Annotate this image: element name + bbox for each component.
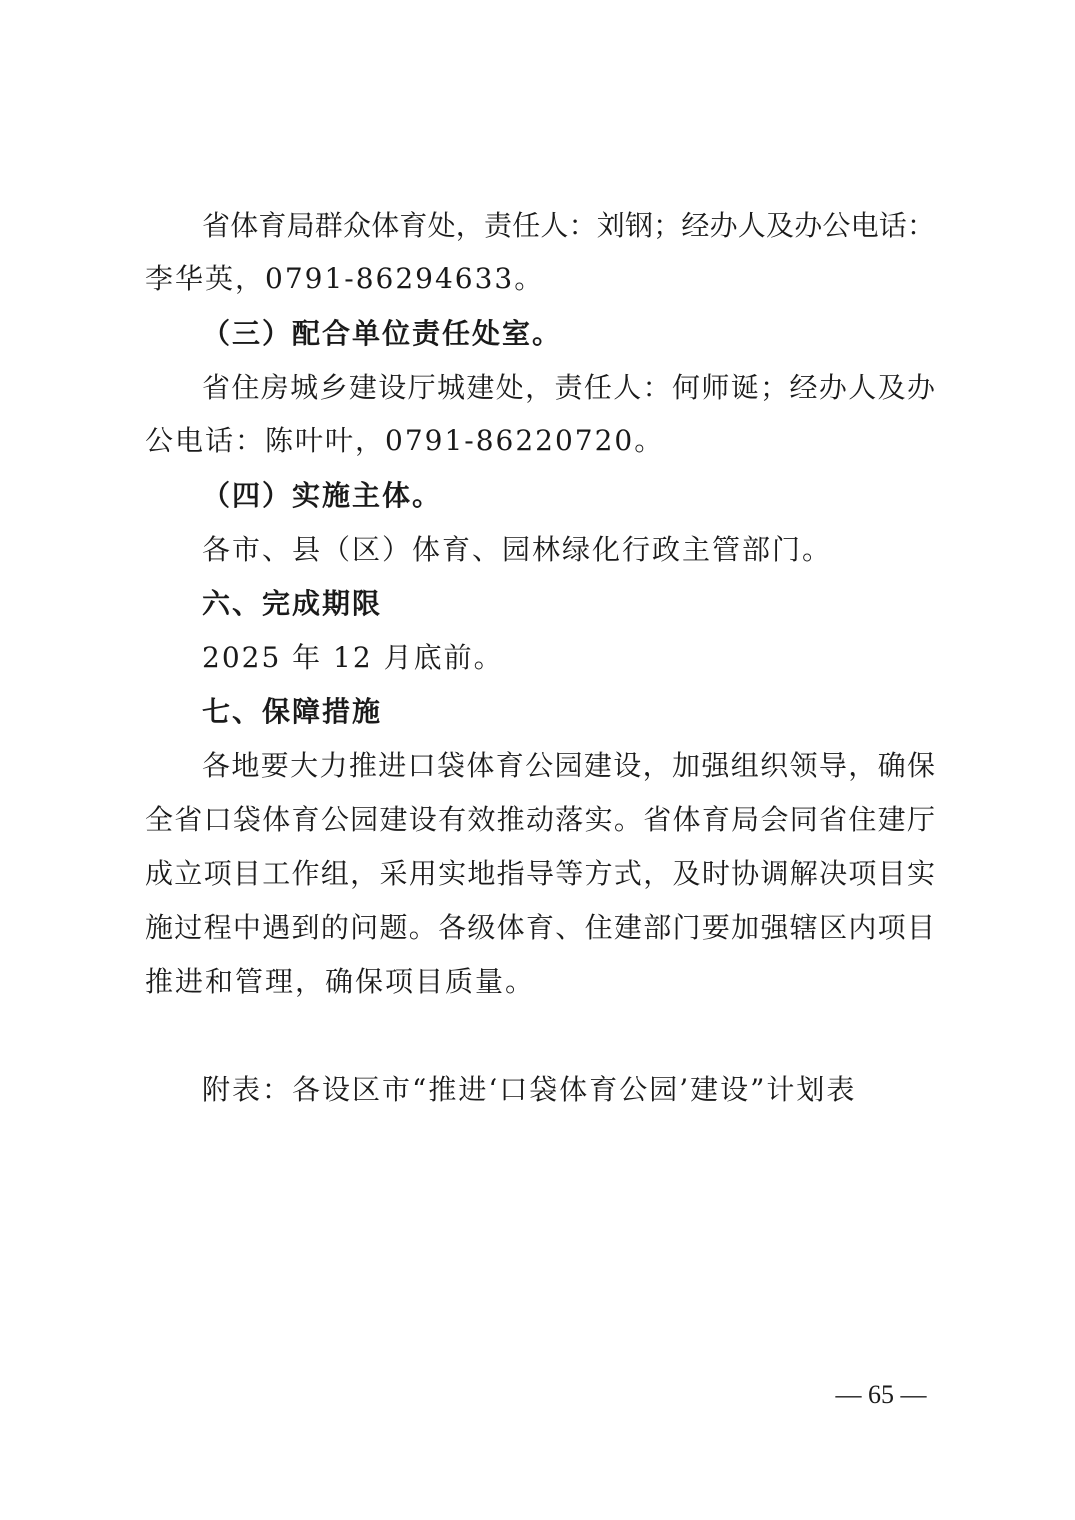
body-line-implementing-body: 各市、县（区）体育、园林绿化行政主管部门。	[202, 533, 833, 566]
body-line-deadline: 2025 年 12 月底前。	[202, 641, 504, 674]
body-line-safeguards-3: 成立项目工作组，采用实地指导等方式，及时协调解决项目实	[145, 857, 935, 890]
page-number: — 65 —	[835, 1380, 927, 1409]
attachment-note: 附表：各设区市“推进‘口袋体育公园’建设”计划表	[202, 1073, 857, 1106]
body-line-safeguards-4: 施过程中遇到的问题。各级体育、住建部门要加强辖区内项目	[145, 911, 935, 944]
body-line-safeguards-1: 各地要大力推进口袋体育公园建设，加强组织领导，确保	[202, 749, 935, 782]
body-line-mass-sports-contact: 李华英，0791-86294633。	[145, 262, 545, 295]
body-line-housing-dept-contact: 公电话：陈叶叶，0791-86220720。	[145, 424, 665, 457]
section-heading-cooperating-units: （三）配合单位责任处室。	[202, 317, 563, 350]
body-line-mass-sports-responsible: 省体育局群众体育处，责任人：刘钢；经办人及办公电话：	[202, 209, 935, 242]
section-heading-implementing-body: （四）实施主体。	[202, 479, 443, 512]
section-heading-deadline: 六、完成期限	[202, 587, 383, 620]
body-line-safeguards-2: 全省口袋体育公园建设有效推动落实。省体育局会同省住建厅	[145, 803, 935, 836]
body-line-housing-dept-responsible: 省住房城乡建设厅城建处，责任人：何师诞；经办人及办	[202, 371, 935, 404]
section-heading-safeguards: 七、保障措施	[202, 695, 383, 728]
body-line-safeguards-5: 推进和管理，确保项目质量。	[145, 965, 536, 998]
